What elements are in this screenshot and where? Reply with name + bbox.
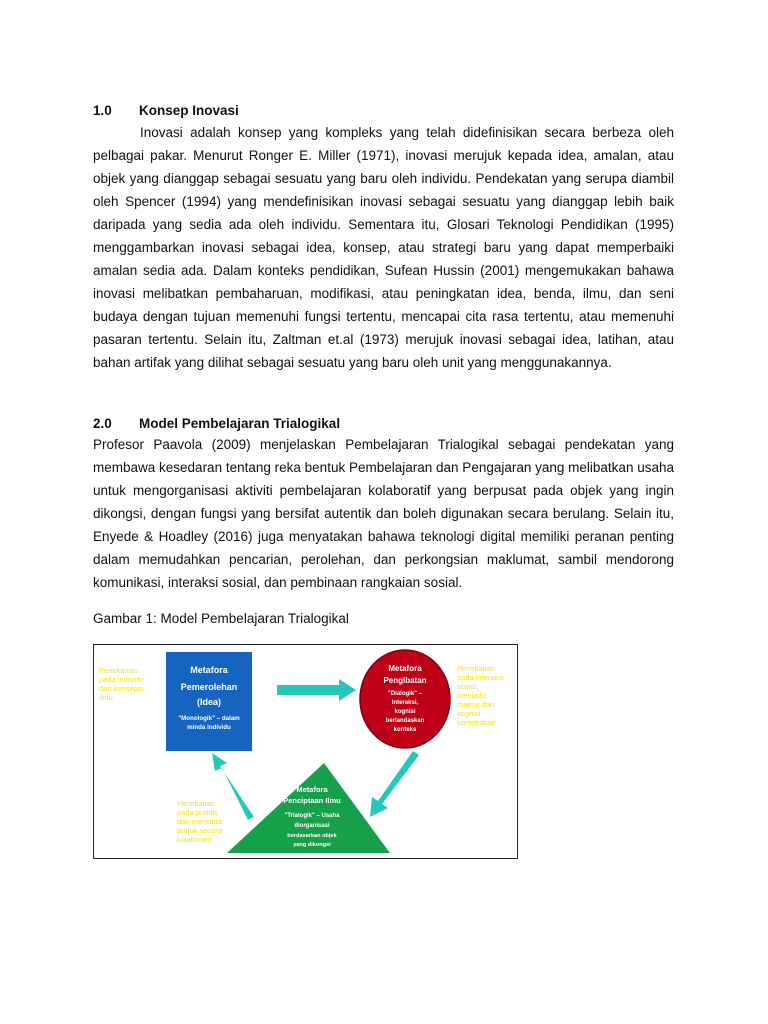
note-left-1: Penekanan	[99, 666, 137, 675]
green-sub-4: yang dikongsi	[293, 842, 331, 848]
red-title-2: Pengibatan	[383, 676, 427, 685]
section-2-paragraph	[93, 433, 674, 594]
trialogical-diagram	[94, 645, 517, 858]
arrow-right	[277, 679, 356, 701]
red-sub-4: berlandaskan	[385, 718, 425, 724]
section-2-number: 2.0	[93, 416, 112, 431]
green-title-1: Metafora	[296, 785, 328, 794]
red-sub-3: kognisi	[394, 709, 416, 715]
green-sub-2: diorganisasi	[294, 823, 330, 829]
section-1-heading	[93, 101, 239, 121]
trialogical-model-figure	[93, 644, 518, 859]
note-right-6: kognisi	[457, 709, 481, 718]
section-1-paragraph	[93, 121, 674, 374]
note-left-4: ilmu	[99, 693, 113, 702]
section-1-title: Konsep Inovasi	[139, 103, 239, 118]
arrow-up-left	[212, 753, 254, 820]
red-sub-2: Interaksi,	[391, 700, 419, 706]
section-2-heading	[93, 414, 340, 434]
note-bottom-5: kolaboratif	[177, 835, 212, 844]
arrow-down-left	[370, 751, 419, 817]
note-right-4: menjadu	[457, 691, 486, 700]
note-right-1: Penekanan	[457, 664, 495, 673]
green-sub-1: "Trialogik" – Usaha	[284, 813, 340, 819]
note-bottom-2: pada praktis	[177, 808, 218, 817]
blue-sub-2: minda individu	[187, 724, 231, 731]
red-sub-1: "Dialogik" –	[387, 691, 423, 697]
section-1-body: Inovasi adalah konsep yang kompleks yang telah didefinisikan secara berbeza oleh pelbagai pakar. Menurut Ronger E. Miller (1971), inovasi merujuk kepada idea, amalan, atau objek yang dianggap sebagai sesuatu yang baru oleh individu. Pendekatan yang serupa diambil oleh Spencer (1994) yang mendefinisikan inovasi sebagai sesuatu yang dianggap lebih baik daripada yang sedia ada oleh individu. Sementara itu, Glosari Teknologi Pendidikan (1995) menggambarkan inovasi sebagai idea, konsep, atau strategi baru yang dapat memperbaiki amalan sedia ada. Dalam konteks pendidikan, Sufean Hussin (2001) mengemukakan bahawa inovasi melibatkan pembaharuan, modifikasi, atau peningkatan idea, benda, ilmu, dan seni budaya dengan tujuan memenuhi fungsi tertentu, mencapai cita rasa tertentu, atau memenuhi pasaran tertentu. Selain itu, Zaltman et.al (1973) merujuk inovasi sebagai idea, latihan, atau bahan artifak yang dilihat sebagai sesuatu yang baru oleh unit yang menggunakannya.	[93, 125, 674, 370]
note-right-2: pada interaksi	[457, 673, 504, 682]
blue-sub-1: "Monologik" – dalam	[178, 715, 240, 722]
section-2-body: Profesor Paavola (2009) menjelaskan Pembelajaran Trialogikal sebagai pendekatan yang membawa kesedaran tentang reka bentuk Pembelajaran dan Pengajaran yang melibatkan usaha untuk mengorganisasi aktiviti pembelajaran kolaboratif yang berpusat pada objek yang ingin dikongsi, dengan fungsi yang bersifat autentik dan boleh digunakan secara berulang. Selain itu, Enyede & Hoadley (2016) juga menyatakan bahawa teknologi digital memiliki peranan penting dalam memudahkan pencarian, perolehan, dan perkongsian maklumat, sambil mendorong komunikasi, interaksi sosial, dan pembinaan rangkaian sosial.	[93, 437, 674, 590]
note-bottom-3: dan mencipta	[177, 817, 223, 826]
note-right-7: kontekstual	[457, 718, 495, 727]
green-title-2: Penciptaan Ilmu	[283, 796, 341, 805]
blue-title-2: Pemerolehan	[180, 682, 238, 692]
blue-title-3: (Idea)	[196, 697, 222, 707]
red-sub-5: konteks	[393, 727, 417, 733]
green-sub-3: berdasarkan objek	[287, 833, 337, 839]
note-left-2: pada individu	[99, 675, 144, 684]
figure-caption: Gambar 1: Model Pembelajaran Trialogikal	[93, 611, 349, 626]
knowledge-creation-metaphor-triangle	[227, 763, 390, 853]
section-1-number: 1.0	[93, 103, 112, 118]
note-bottom-4: artifak secara	[177, 826, 223, 835]
section-2-title: Model Pembelajaran Trialogikal	[139, 416, 341, 431]
note-left-3: dan konsepsi	[99, 684, 144, 693]
red-title-1: Metafora	[388, 664, 422, 673]
blue-title-1: Metafora	[190, 665, 228, 675]
note-bottom-1: Penekanan	[177, 799, 215, 808]
note-right-5: makna dan	[457, 700, 495, 709]
note-right-3: sosial,	[457, 682, 479, 691]
